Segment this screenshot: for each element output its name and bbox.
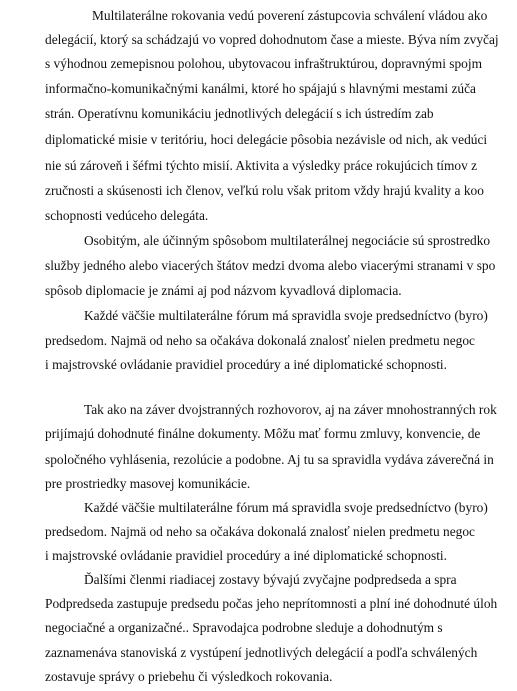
text-line: Ďalšími členmi riadiacej zostavy bývajú zvyčajne podpredseda a spra	[84, 572, 457, 587]
text-line: zručnosti a skúsenosti ich členov, veľkú rolu však pritom vždy hrajú kvality a koo	[45, 183, 484, 198]
text-line: Osobitým, ale účinným spôsobom multilaterálnej negociácie sú sprostredko	[84, 233, 491, 248]
text-line: Tak ako na záver dvojstranných rozhovorov, aj na záver mnohostranných rok	[84, 402, 497, 417]
text-line: spôsob diplomacie je známi aj pod názvom kyvadlová diplomacia.	[45, 283, 402, 298]
text-line: delegácií, ktorý sa schádzajú vo vopred dohodnutom čase a mieste. Býva ním zvyčaj	[45, 32, 499, 47]
text-line: Podpredseda zastupuje predsedu počas jeho neprítomnosti a plní iné dohodnuté úloh	[45, 596, 498, 611]
text-line: diplomatické misie v teritóriu, hoci delegácie pôsobia nezávisle od nich, ak vedúci	[45, 132, 488, 147]
text-line: zostavuje správy o priebehu či výsledkoch rokovania.	[45, 669, 333, 684]
text-line: predsedom. Najmä od neho sa očakáva dokonalá znalosť nielen predmetu negoc	[45, 524, 475, 539]
text-line: zaznamenáva stanoviská z vystúpení jednotlivých delegácií a podľa schválených	[45, 645, 478, 660]
text-line: nie sú zároveň i šéfmi týchto misií. Aktivita a výsledky práce rokujúcich tímov z	[45, 158, 478, 173]
text-line: negociačné a organizačné.. Spravodajca podrobne sleduje a dohodnutým s	[45, 620, 443, 635]
text-line: informačno-komunikačnými kanálmi, ktoré ho spájajú s hlavnými mestami zúča	[45, 81, 476, 96]
text-line: Multilaterálne rokovania vedú poverení zástupcovia schválení vládou ako	[92, 8, 488, 23]
text-line: i majstrovské ovládanie pravidiel procedúry a iné diplomatické schopnosti.	[45, 357, 447, 372]
text-line: pre prostriedky masovej komunikácie.	[45, 476, 251, 491]
text-line: schopnosti vedúceho delegáta.	[45, 208, 209, 223]
text-line: služby jedného alebo viacerých štátov medzi dvoma alebo viacerými stranami v spo	[45, 258, 496, 273]
text-line: Každé väčšie multilaterálne fórum má spravidla svoje predsedníctvo (byro)	[84, 500, 488, 515]
text-line: s výhodnou zemepisnou polohou, ubytovacou infraštruktúrou, dopravnými spojm	[45, 56, 483, 71]
text-line: Každé väčšie multilaterálne fórum má spravidla svoje predsedníctvo (byro)	[84, 308, 488, 323]
text-line: prijímajú dohodnuté finálne dokumenty. Môžu mať formu zmluvy, konvencie, de	[45, 426, 481, 441]
text-line: i majstrovské ovládanie pravidiel procedúry a iné diplomatické schopnosti.	[45, 548, 447, 563]
text-line: spoločného vyhlásenia, rezolúcie a podobne. Aj tu sa spravidla vydáva záverečná in	[45, 452, 494, 467]
text-line: predsedom. Najmä od neho sa očakáva dokonalá znalosť nielen predmetu negoc	[45, 333, 475, 348]
text-line: strán. Operatívnu komunikáciu jednotlivých delegácií s ich ústredím zab	[45, 106, 434, 121]
